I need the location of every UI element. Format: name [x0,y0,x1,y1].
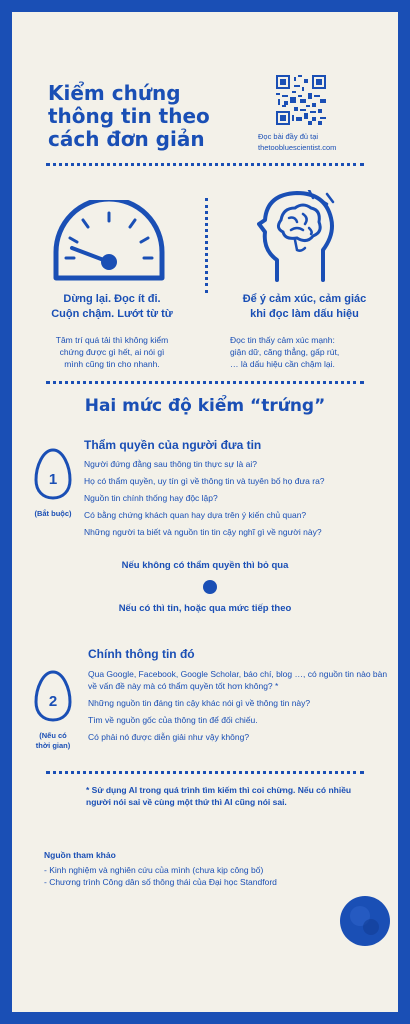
list-item: Có phải nó được diễn giải như vậy không? [88,732,250,742]
tip-heading: Để ý cảm xúc, cảm giác [242,293,367,305]
decision-yes: Nếu có thì tin, hoặc qua mức tiếp theo [118,603,292,614]
tip-slow-down [32,292,192,370]
tip-body-line: chứng được gì hết, ai nói gì [59,347,165,357]
egg-icon [34,670,72,722]
level-heading: Chính thông tin đó [88,647,195,661]
title-line: cách đơn giản [48,127,205,151]
tip-body-line: Tâm trí quá tải thì không kiểm [55,335,169,345]
tip-heading: Dừng lại. Đọc ít đi. [63,293,161,305]
title-line: Kiểm chứng [48,81,181,105]
tip-body-line: Đọc tin thấy cảm xúc mạnh: [230,335,335,345]
list-item: Tìm về nguồn gốc của thông tin để đối chiếu. [88,715,258,725]
egg-icon [34,448,72,500]
level2-block [88,647,388,748]
ai-footnote: * Sử dụng AI trong quá trình tìm kiếm thì coi chừng. Nếu có nhiều người nói sai về cùng một thứ thì AI cũng nói sai. [86,785,352,807]
tip-body [32,334,192,370]
decision-no: Nếu không có thẩm quyền thì bỏ qua [121,560,289,571]
decision-dot [203,580,217,594]
qr-caption-line: Đọc bài đầy đủ tại [258,132,319,141]
page-title [48,82,248,151]
section-title: Hai mức độ kiểm “trứng” [84,396,326,416]
reference-item: - Chương trình Công dân số thông thái của Đại học Standford [44,877,277,887]
list-item: Họ có thẩm quyền, uy tín gì về thông tin và tuyên bố họ đưa ra? [84,476,325,486]
tip-notice-emotions [222,292,387,370]
divider-vertical [205,198,208,293]
level-label-line: (Nếu có [39,731,67,740]
gauge-icon [50,200,168,282]
reference-item: - Kinh nghiệm và nghiên cứu của mình (chưa kịp công bố) [44,865,264,875]
list-item: Nguồn tin chính thống hay độc lập? [84,493,218,503]
head-brain-icon [257,190,347,282]
level-number: 1 [48,471,58,488]
level2-list [88,668,388,743]
qr-caption [258,131,388,153]
qr-caption-url[interactable]: thetoobluescientist.com [258,143,337,152]
divider [46,771,364,774]
tip-heading: khi đọc làm dấu hiệu [250,308,359,320]
divider [46,381,364,384]
tip-heading: Cuộn chậm. Lướt từ từ [51,308,173,320]
list-item: Qua Google, Facebook, Google Scholar, báo chí, blog …, có nguồn tin nào bàn về vấn đề này mà có thẩm quyền tốt hơn không? * [88,669,388,691]
level-number: 2 [48,693,58,710]
references-title: Nguồn tham khảo [44,850,116,860]
title-line: thông tin theo [48,104,210,128]
list-item: Có bằng chứng khách quan hay dựa trên ý kiến chủ quan? [84,510,307,520]
list-item: Những nguồn tin đáng tin cậy khác nói gì về thông tin này? [88,698,311,708]
level-label [22,731,84,751]
list-item: Người đứng đằng sau thông tin thực sự là ai? [84,459,257,469]
level-heading: Thẩm quyền của người đưa tin [84,438,262,452]
tip-body-line: … là dấu hiệu cần chậm lại. [230,359,335,369]
references [44,850,374,888]
level1-list [84,458,394,538]
list-item: Những người ta biết và nguồn tin tin cậy nghĩ gì về người này? [84,527,322,537]
logo-icon [338,894,392,948]
tip-body-line: mình cũng tin cho nhanh. [64,359,160,369]
qr-code-icon[interactable] [276,75,326,125]
level1-block [84,438,394,543]
tip-body [222,334,387,370]
level-label: (Bắt buộc) [34,509,72,518]
tip-body-line: giận dữ, căng thẳng, gấp rút, [230,347,340,357]
divider [46,163,364,166]
level-label-line: thời gian) [35,741,71,750]
